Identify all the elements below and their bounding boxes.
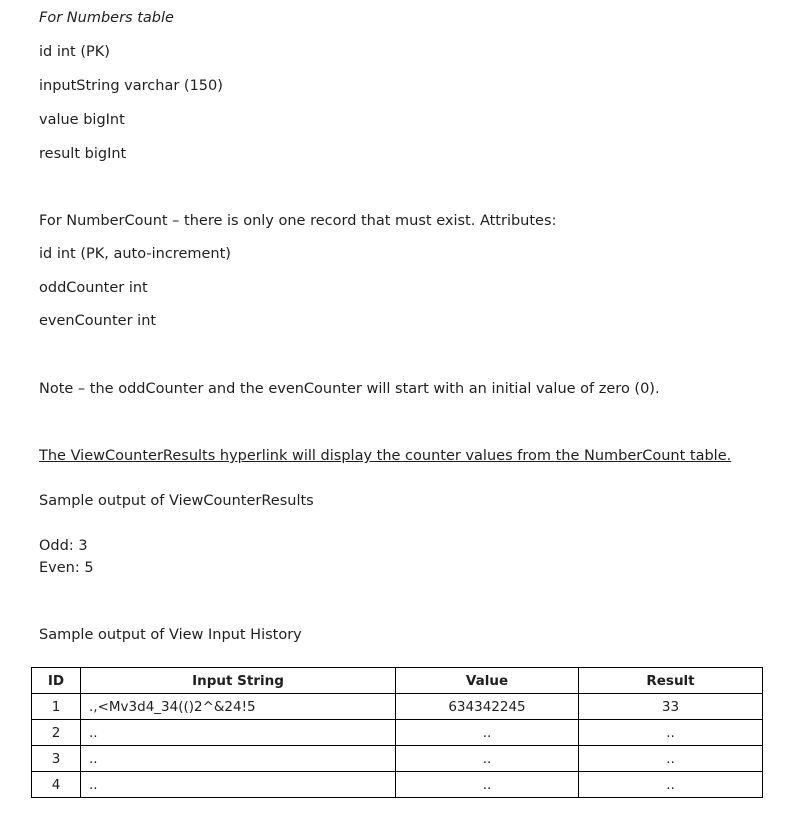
numbers-field-inputstring: inputString varchar (150) (39, 78, 223, 94)
cell-value: 634342245 (396, 694, 579, 720)
table-row (32, 694, 763, 720)
numbercount-field-oddcounter: oddCounter int (39, 280, 148, 296)
column-header-result: Result (579, 668, 763, 694)
numbers-field-value: value bigInt (39, 112, 125, 128)
numbers-field-result: result bigInt (39, 146, 127, 162)
numbers-table-heading: For Numbers table (39, 10, 174, 26)
input-history-table (31, 667, 763, 798)
counter-results-label: Sample output of ViewCounterResults (39, 493, 314, 509)
column-header-input-string: Input String (81, 668, 396, 694)
cell-value: .. (396, 746, 579, 772)
input-history-label: Sample output of View Input History (39, 627, 302, 643)
cell-id: 4 (32, 772, 81, 798)
cell-value: .. (396, 772, 579, 798)
cell-input-string: .. (81, 772, 396, 798)
numbercount-field-id: id int (PK, auto-increment) (39, 246, 231, 262)
cell-result: 33 (579, 694, 763, 720)
cell-result: .. (579, 746, 763, 772)
cell-id: 1 (32, 694, 81, 720)
table-header-row (32, 668, 763, 694)
cell-result: .. (579, 720, 763, 746)
table-row (32, 772, 763, 798)
counter-note: Note – the oddCounter and the evenCounter will start with an initial value of zero (0). (39, 381, 660, 397)
cell-id: 2 (32, 720, 81, 746)
cell-result: .. (579, 772, 763, 798)
odd-count: Odd: 3 (39, 538, 88, 554)
column-header-value: Value (396, 668, 579, 694)
cell-id: 3 (32, 746, 81, 772)
even-count: Even: 5 (39, 560, 94, 576)
viewcounterresults-hyperlink-text: The ViewCounterResults hyperlink will display the counter values from the NumberCount table. (39, 448, 732, 464)
cell-input-string: .. (81, 746, 396, 772)
cell-input-string: .. (81, 720, 396, 746)
column-header-id: ID (32, 668, 81, 694)
cell-input-string: .,<Mv3d4_34(()2^&24!5 (81, 694, 396, 720)
numbercount-heading: For NumberCount – there is only one record that must exist. Attributes: (39, 213, 557, 229)
table-row (32, 746, 763, 772)
numbercount-field-evencounter: evenCounter int (39, 313, 157, 329)
numbers-field-id: id int (PK) (39, 44, 110, 60)
cell-value: .. (396, 720, 579, 746)
table-row (32, 720, 763, 746)
